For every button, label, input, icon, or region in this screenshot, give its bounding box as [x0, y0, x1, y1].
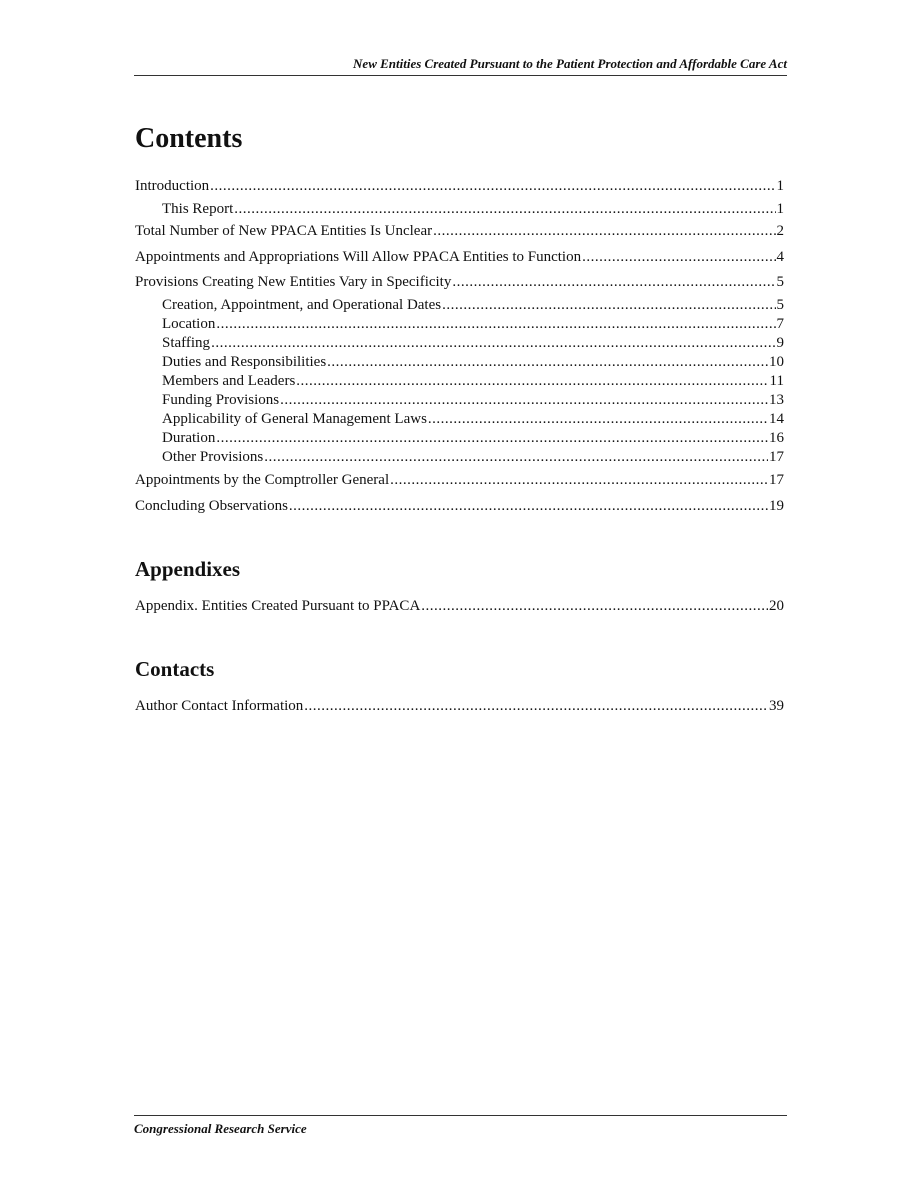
toc-entry-duties[interactable] [162, 353, 784, 371]
toc-entry-management-laws[interactable] [162, 410, 784, 428]
toc-entry-members-leaders[interactable] [162, 372, 784, 390]
toc-entry-concluding-observations[interactable] [135, 497, 784, 515]
toc-entry-page: 14 [769, 411, 784, 427]
toc-entry-page: 10 [769, 354, 784, 370]
dot-leader [234, 200, 775, 218]
toc-entry-page: 2 [776, 223, 784, 239]
toc-entry-label: Total Number of New PPACA Entities Is Unclear [135, 223, 433, 239]
toc-entry-page: 17 [769, 472, 784, 488]
contacts-heading: Contacts [135, 657, 215, 681]
toc-entry-page: 13 [769, 392, 784, 408]
toc-entry-page: 7 [776, 316, 784, 332]
dot-leader [327, 353, 768, 371]
toc-entry-label: Creation, Appointment, and Operational Dates [162, 297, 442, 313]
dot-leader [390, 471, 768, 489]
toc-entry-duration[interactable] [162, 429, 784, 447]
toc-entry-page: 4 [776, 249, 784, 265]
toc-entry-appointments-appropriations[interactable] [135, 248, 784, 266]
toc-entry-label: Other Provisions [162, 449, 264, 465]
dot-leader [264, 448, 768, 466]
toc-entry-page: 1 [776, 201, 784, 217]
toc-entry-label: Appointments by the Comptroller General [135, 472, 390, 488]
toc-entry-page: 11 [769, 373, 784, 389]
toc-entry-label: Location [162, 316, 216, 332]
toc-entry-introduction[interactable] [135, 177, 784, 195]
toc-entry-page: 17 [769, 449, 784, 465]
dot-leader [428, 410, 768, 428]
dot-leader [442, 296, 775, 314]
running-footer: Congressional Research Service [134, 1115, 787, 1137]
toc-entry-label: This Report [162, 201, 234, 217]
toc-entry-page: 1 [776, 178, 784, 194]
toc-entry-creation-dates[interactable] [162, 296, 784, 314]
toc-entry-label: Appointments and Appropriations Will Allow PPACA Entities to Function [135, 249, 582, 265]
toc-entry-this-report[interactable] [162, 200, 784, 218]
toc-entry-label: Concluding Observations [135, 498, 288, 514]
toc-entry-location[interactable] [162, 315, 784, 333]
toc-entry-page: 19 [769, 498, 784, 514]
running-header: New Entities Created Pursuant to the Patient Protection and Affordable Care Act [134, 56, 787, 76]
dot-leader [289, 497, 768, 515]
dot-leader [304, 697, 768, 715]
toc-entry-funding[interactable] [162, 391, 784, 409]
toc-entry-page: 9 [776, 335, 784, 351]
dot-leader [582, 248, 775, 266]
toc-entry-label: Duties and Responsibilities [162, 354, 327, 370]
toc-entry-staffing[interactable] [162, 334, 784, 352]
toc-entry-label: Funding Provisions [162, 392, 280, 408]
toc-entry-page: 39 [769, 698, 784, 714]
dot-leader [280, 391, 768, 409]
appendixes-heading: Appendixes [135, 557, 241, 581]
dot-leader [211, 334, 775, 352]
dot-leader [210, 177, 775, 195]
toc-entry-label: Author Contact Information [135, 698, 304, 714]
dot-leader [216, 429, 768, 447]
toc-entry-label: Staffing [162, 335, 211, 351]
toc-entry-page: 5 [776, 297, 784, 313]
toc-entry-label: Applicability of General Management Laws [162, 411, 427, 427]
toc-entry-provisions[interactable] [135, 273, 784, 291]
toc-entry-page: 5 [776, 274, 784, 290]
toc-entry-label: Duration [162, 430, 216, 446]
toc-entry-label: Appendix. Entities Created Pursuant to PPACA [135, 598, 421, 614]
toc-entry-label: Introduction [135, 178, 210, 194]
toc-entry-comptroller-general[interactable] [135, 471, 784, 489]
toc-entry-label: Provisions Creating New Entities Vary in Specificity [135, 274, 452, 290]
page-title: Contents [135, 123, 243, 154]
toc-entry-appendix[interactable] [135, 597, 784, 615]
dot-leader [216, 315, 775, 333]
dot-leader [452, 273, 775, 291]
toc-entry-author-contact[interactable] [135, 697, 784, 715]
toc-entry-total-number[interactable] [135, 222, 784, 240]
toc-entry-other-provisions[interactable] [162, 448, 784, 466]
toc-entry-page: 20 [769, 598, 784, 614]
dot-leader [433, 222, 775, 240]
dot-leader [296, 372, 768, 390]
dot-leader [421, 597, 768, 615]
toc-entry-page: 16 [769, 430, 784, 446]
toc-entry-label: Members and Leaders [162, 373, 296, 389]
